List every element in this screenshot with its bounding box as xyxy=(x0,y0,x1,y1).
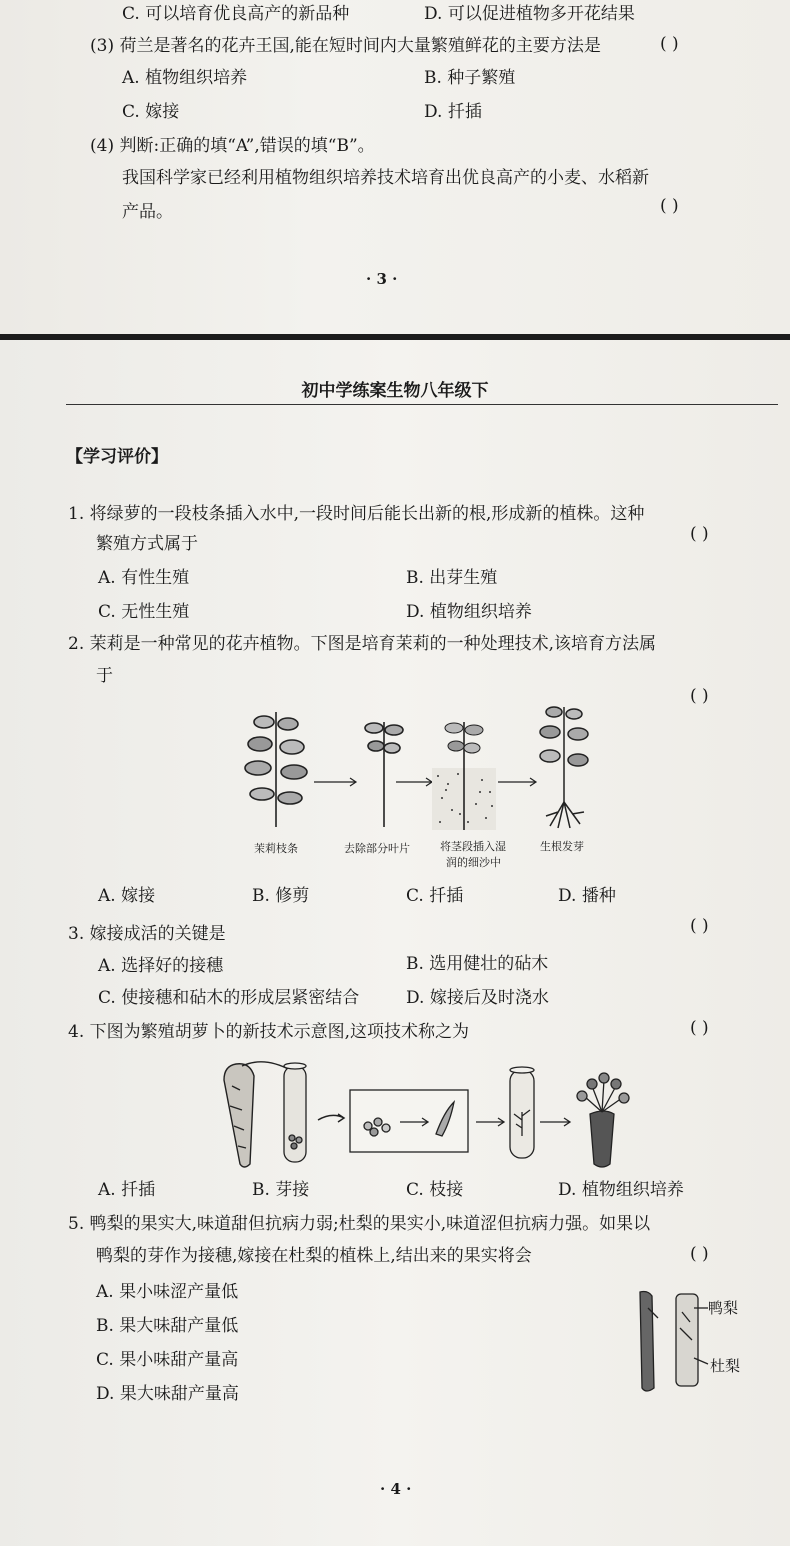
fig2-caption: 生根发芽 xyxy=(540,840,584,853)
jasmine-cutting-figure xyxy=(236,702,616,832)
q2-l2: 于 xyxy=(96,666,113,686)
q2-a: A. 嫁接 xyxy=(98,886,156,906)
fig2-caption: 将茎段插入湿 xyxy=(440,840,506,853)
arrow-icon xyxy=(314,778,356,786)
q2-l1: 2. 茉莉是一种常见的花卉植物。下图是培育茉莉的一种处理技术,该培育方法属 xyxy=(68,634,657,654)
curved-arrow-icon xyxy=(318,1114,344,1122)
p1-l8: (4) 判断:正确的填“A”,错误的填“B”。 xyxy=(90,136,375,156)
q3-c: C. 使接穗和砧木的形成层紧密结合 xyxy=(98,988,360,1008)
p1-l3: (3) 荷兰是著名的花卉王国,能在短时间内大量繁殖鲜花的主要方法是 xyxy=(90,36,601,56)
header-rule xyxy=(66,404,778,405)
q4-l1: 4. 下图为繁殖胡萝卜的新技术示意图,这项技术称之为 xyxy=(68,1022,470,1042)
fig2-caption: 去除部分叶片 xyxy=(344,842,410,855)
q1-d: D. 植物组织培养 xyxy=(406,602,532,622)
yali-label: 鸭梨 xyxy=(708,1299,739,1317)
q5-l2: 鸭梨的芽作为接穗,嫁接在杜梨的植株上,结出来的果实将会 xyxy=(96,1246,532,1266)
page-3 xyxy=(0,0,790,336)
q3-l1: 3. 嫁接成活的关键是 xyxy=(68,924,226,944)
p1-l7: D. 扦插 xyxy=(424,102,482,122)
q3-a: A. 选择好的接穗 xyxy=(98,956,224,976)
q3-b: B. 选用健壮的砧木 xyxy=(406,954,549,974)
p1-l2: D. 可以促进植物多开花结果 xyxy=(424,4,635,24)
q5-l1: 5. 鸭梨的果实大,味道甜但抗病力弱;杜梨的果实小,味道涩但抗病力强。如果以 xyxy=(68,1214,651,1234)
trimmed-stem-drawing xyxy=(365,722,403,827)
p1-l1: C. 可以培育优良高产的新品种 xyxy=(122,4,350,24)
q5-b: B. 果大味甜产量低 xyxy=(96,1316,239,1336)
q5-c: C. 果小味甜产量高 xyxy=(96,1350,239,1370)
p1-l10: 产品。 xyxy=(122,202,173,222)
q1-l1: 1. 将绿萝的一段枝条插入水中,一段时间后能长出新的根,形成新的植株。这种 xyxy=(68,504,645,524)
running-header: 初中学练案生物八年级下 xyxy=(301,381,489,401)
arrow-icon xyxy=(540,1118,570,1126)
arrow-icon xyxy=(476,1118,504,1126)
bud-grafting-figure xyxy=(632,1288,712,1398)
stem-in-sand-drawing xyxy=(432,722,496,830)
q4-c: C. 枝接 xyxy=(406,1180,464,1200)
fig2-caption: 润的细沙中 xyxy=(446,856,501,869)
q5-paren[interactable]: ( ) xyxy=(690,1244,709,1264)
q5-a: A. 果小味涩产量低 xyxy=(96,1282,239,1302)
arrow-icon xyxy=(396,778,432,786)
q4-d: D. 植物组织培养 xyxy=(558,1180,684,1200)
potted-carrot-plant-drawing xyxy=(577,1073,629,1167)
duli-stock-drawing xyxy=(640,1292,658,1392)
rooted-plant-drawing xyxy=(540,707,588,828)
carrot-tissue-culture-figure xyxy=(214,1056,634,1174)
carrot-drawing xyxy=(224,1062,290,1167)
page-4 xyxy=(0,340,790,1546)
jasmine-branch-drawing xyxy=(245,712,307,827)
culture-dish-drawing xyxy=(350,1090,468,1152)
q1-a: A. 有性生殖 xyxy=(98,568,190,588)
p1-l9: 我国科学家已经利用植物组织培养技术培育出优良高产的小麦、水稻新 xyxy=(122,168,649,188)
q4-a: A. 扦插 xyxy=(98,1180,156,1200)
page-number: · 4 · xyxy=(380,1480,412,1498)
q1-b: B. 出芽生殖 xyxy=(406,568,498,588)
q1-paren[interactable]: ( ) xyxy=(690,524,709,544)
q1-c: C. 无性生殖 xyxy=(98,602,190,622)
q4-paren[interactable]: ( ) xyxy=(690,1018,709,1038)
q5-d: D. 果大味甜产量高 xyxy=(96,1384,239,1404)
yali-scion-drawing xyxy=(676,1294,708,1386)
p1-paren-3[interactable]: ( ) xyxy=(660,34,679,54)
p1-paren-4[interactable]: ( ) xyxy=(660,196,679,216)
q4-b: B. 芽接 xyxy=(252,1180,310,1200)
p1-l6: C. 嫁接 xyxy=(122,102,180,122)
q2-c: C. 扦插 xyxy=(406,886,464,906)
test-tube-drawing xyxy=(284,1063,306,1162)
p1-l5: B. 种子繁殖 xyxy=(424,68,516,88)
culture-tube-drawing xyxy=(510,1067,534,1158)
q2-paren[interactable]: ( ) xyxy=(690,686,709,706)
fig2-caption: 茉莉枝条 xyxy=(254,842,298,855)
q3-paren[interactable]: ( ) xyxy=(690,916,709,936)
section-title: 【学习评价】 xyxy=(66,447,168,467)
duli-label: 杜梨 xyxy=(710,1357,741,1375)
p1-l4: A. 植物组织培养 xyxy=(122,68,248,88)
q2-d: D. 播种 xyxy=(558,886,616,906)
q2-b: B. 修剪 xyxy=(252,886,310,906)
arrow-icon xyxy=(498,778,536,786)
q3-d: D. 嫁接后及时浇水 xyxy=(406,988,549,1008)
page-number: · 3 · xyxy=(366,270,398,288)
q1-l2: 繁殖方式属于 xyxy=(96,534,198,554)
